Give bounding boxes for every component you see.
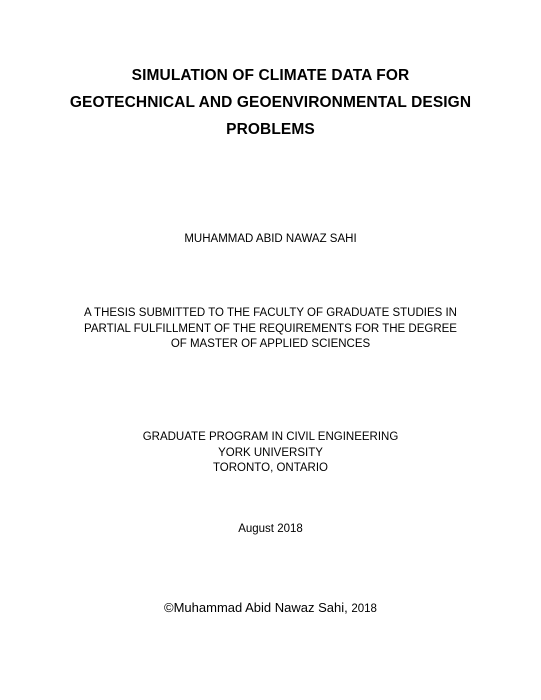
thesis-title (0, 62, 541, 143)
degree-statement-line-1: A THESIS SUBMITTED TO THE FACULTY OF GRADUATE STUDIES IN (84, 307, 457, 319)
program-block (0, 430, 541, 477)
thesis-title-line-3: PROBLEMS (226, 121, 315, 138)
thesis-title-line-1: SIMULATION OF CLIMATE DATA FOR (131, 67, 410, 84)
degree-statement-line-3: OF MASTER OF APPLIED SCIENCES (170, 338, 371, 350)
degree-statement (0, 306, 541, 353)
thesis-title-line-2: GEOTECHNICAL AND GEOENVIRONMENTAL DESIGN (69, 94, 472, 111)
university-name: YORK UNIVERSITY (218, 446, 323, 459)
program-name: GRADUATE PROGRAM IN CIVIL ENGINEERING (142, 431, 399, 443)
university-location: TORONTO, ONTARIO (212, 462, 328, 474)
author-name: MUHAMMAD ABID NAWAZ SAHI (184, 233, 357, 245)
submission-date: August 2018 (238, 523, 303, 535)
copyright-year: 2018 (351, 603, 377, 615)
copyright-notice (0, 600, 541, 617)
copyright-holder: ©Muhammad Abid Nawaz Sahi, (164, 600, 348, 615)
degree-statement-line-2: PARTIAL FULFILLMENT OF THE REQUIREMENTS FOR THE DEGREE (84, 322, 457, 335)
